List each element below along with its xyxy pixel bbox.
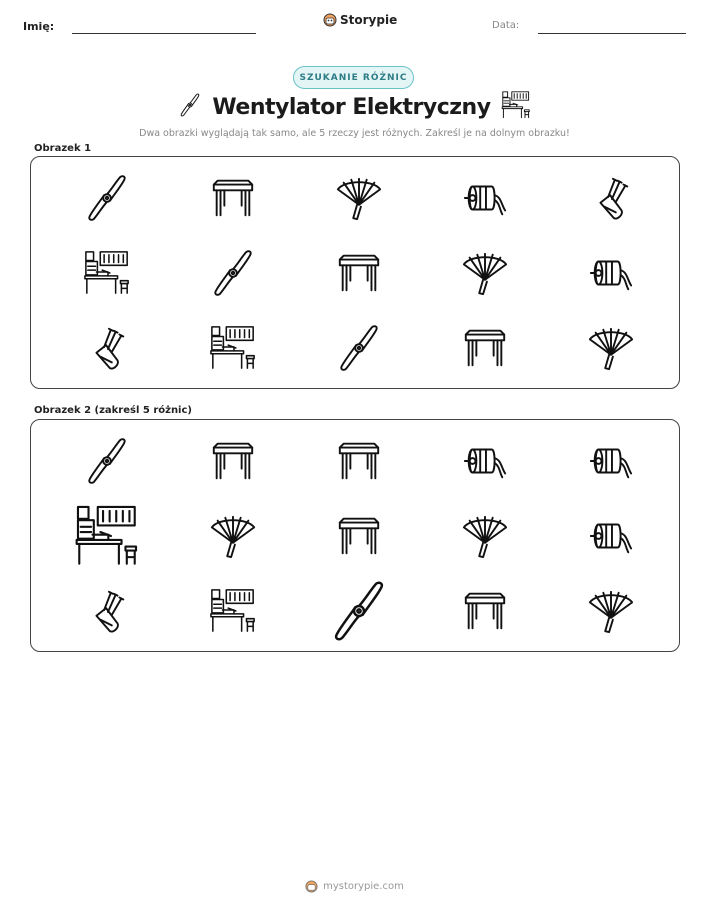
workshop-icon[interactable]	[173, 317, 293, 379]
motor-icon[interactable]	[551, 505, 671, 567]
activity-badge: SZUKANIE RÓŻNIC	[293, 66, 414, 89]
footer-site: mystorypie.com	[323, 881, 404, 892]
hand-fan-icon[interactable]	[425, 505, 545, 567]
hand-fan-icon[interactable]	[551, 317, 671, 379]
hand-fan-icon[interactable]	[173, 505, 293, 567]
name-label: Imię:	[23, 20, 55, 33]
brand-logo	[323, 13, 397, 27]
table-icon[interactable]	[299, 505, 419, 567]
brand-name: Storypie	[340, 13, 398, 27]
picture1-label: Obrazek 1	[34, 143, 92, 154]
hand-fan-icon[interactable]	[425, 242, 545, 304]
hand-fan-icon[interactable]	[551, 580, 671, 642]
table-icon[interactable]	[299, 430, 419, 492]
title-workshop-icon	[501, 90, 531, 124]
table-icon[interactable]	[173, 167, 293, 229]
picture2-label: Obrazek 2 (zakreśl 5 różnic)	[34, 405, 192, 416]
wires-icon[interactable]	[551, 167, 671, 229]
date-label: Data:	[492, 20, 520, 31]
wires-icon[interactable]	[47, 317, 167, 379]
propeller-icon[interactable]	[47, 167, 167, 229]
instructions: Dwa obrazki wyglądają tak samo, ale 5 rzeczy jest różnych. Zakreśl je na dolnym obrazku!	[139, 128, 570, 139]
propeller-icon[interactable]	[173, 242, 293, 304]
table-icon[interactable]	[299, 242, 419, 304]
motor-icon[interactable]	[425, 167, 545, 229]
propeller-icon[interactable]	[299, 580, 419, 642]
title-propeller-icon	[178, 93, 202, 121]
propeller-icon[interactable]	[47, 430, 167, 492]
wires-icon[interactable]	[47, 580, 167, 642]
footer	[0, 880, 709, 893]
table-icon[interactable]	[425, 580, 545, 642]
table-icon[interactable]	[173, 430, 293, 492]
page-title: Wentylator Elektryczny	[212, 94, 491, 120]
table-icon[interactable]	[425, 317, 545, 379]
storypie-mascot-icon	[323, 13, 337, 27]
workshop-icon[interactable]	[47, 505, 167, 567]
picture1-panel	[30, 156, 680, 389]
propeller-icon[interactable]	[299, 317, 419, 379]
workshop-icon[interactable]	[47, 242, 167, 304]
workshop-icon[interactable]	[173, 580, 293, 642]
motor-icon[interactable]	[551, 242, 671, 304]
motor-icon[interactable]	[425, 430, 545, 492]
date-line	[538, 33, 686, 34]
motor-icon[interactable]	[551, 430, 671, 492]
hand-fan-icon[interactable]	[299, 167, 419, 229]
picture2-panel	[30, 419, 680, 652]
title-row	[0, 88, 709, 126]
storypie-mascot-icon	[305, 880, 318, 893]
name-line	[72, 33, 256, 34]
